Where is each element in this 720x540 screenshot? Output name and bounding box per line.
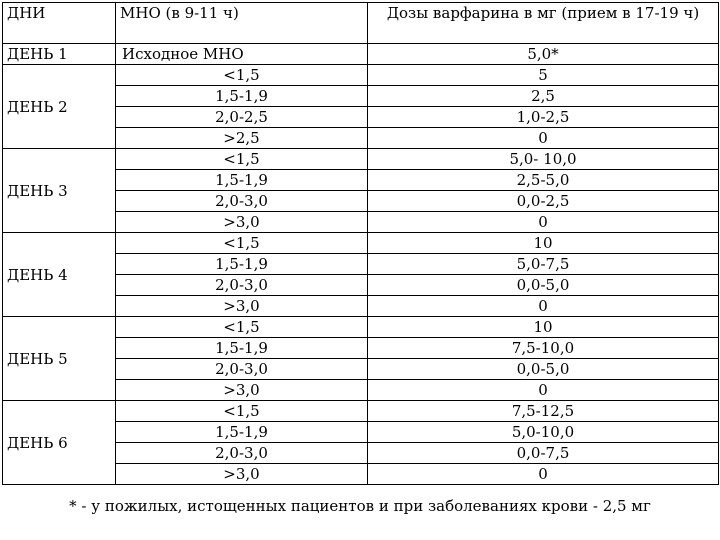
- dose-value: 10: [368, 233, 719, 254]
- inr-value: 2,0-3,0: [116, 275, 368, 296]
- day-label: ДЕНЬ 3: [3, 149, 116, 233]
- dose-value: 7,5-12,5: [368, 401, 719, 422]
- inr-value: 1,5-1,9: [116, 338, 368, 359]
- day-label: ДЕНЬ 4: [3, 233, 116, 317]
- inr-value: >3,0: [116, 296, 368, 317]
- table-row: [3, 233, 719, 254]
- inr-value: >3,0: [116, 464, 368, 485]
- dose-value: 7,5-10,0: [368, 338, 719, 359]
- dose-value: 0: [368, 464, 719, 485]
- dose-value: 0: [368, 128, 719, 149]
- footnote: * - у пожилых, истощенных пациентов и при заболеваниях крови - 2,5 мг: [69, 497, 651, 515]
- dose-value: 0,0-2,5: [368, 191, 719, 212]
- day-label: ДЕНЬ 6: [3, 401, 116, 485]
- dose-value: 5,0*: [368, 44, 719, 65]
- dose-value: 5,0-10,0: [368, 422, 719, 443]
- dose-value: 0: [368, 212, 719, 233]
- table-row: [3, 317, 719, 338]
- dose-value: 0,0-7,5: [368, 443, 719, 464]
- inr-value: 2,0-3,0: [116, 443, 368, 464]
- inr-value: <1,5: [116, 401, 368, 422]
- inr-value: >3,0: [116, 380, 368, 401]
- header-days: ДНИ: [3, 3, 116, 44]
- dose-value: 10: [368, 317, 719, 338]
- header-inr: МНО (в 9-11 ч): [116, 3, 368, 44]
- inr-value: <1,5: [116, 317, 368, 338]
- inr-value: >3,0: [116, 212, 368, 233]
- dose-value: 5,0- 10,0: [368, 149, 719, 170]
- dose-value: 0,0-5,0: [368, 359, 719, 380]
- table-body: [3, 44, 719, 485]
- table-header-row: [3, 3, 719, 44]
- inr-value: <1,5: [116, 65, 368, 86]
- inr-value: 1,5-1,9: [116, 254, 368, 275]
- inr-value: 1,5-1,9: [116, 86, 368, 107]
- header-dose: Дозы варфарина в мг (прием в 17-19 ч): [368, 3, 719, 44]
- table-row: [3, 401, 719, 422]
- table-row-day1: [3, 44, 719, 65]
- day-label: ДЕНЬ 2: [3, 65, 116, 149]
- dose-value: 5,0-7,5: [368, 254, 719, 275]
- inr-value: 2,0-3,0: [116, 359, 368, 380]
- warfarin-dosing-table: [2, 2, 719, 485]
- dose-value: 0: [368, 296, 719, 317]
- dose-value: 2,5: [368, 86, 719, 107]
- inr-value: 1,5-1,9: [116, 422, 368, 443]
- dose-value: 1,0-2,5: [368, 107, 719, 128]
- dose-value: 0,0-5,0: [368, 275, 719, 296]
- inr-value: Исходное МНО: [116, 44, 368, 65]
- inr-value: 2,0-2,5: [116, 107, 368, 128]
- dose-value: 5: [368, 65, 719, 86]
- dose-value: 2,5-5,0: [368, 170, 719, 191]
- day-label: ДЕНЬ 1: [3, 44, 116, 65]
- dose-value: 0: [368, 380, 719, 401]
- table-row: [3, 65, 719, 86]
- table-row: [3, 149, 719, 170]
- inr-value: <1,5: [116, 233, 368, 254]
- inr-value: 2,0-3,0: [116, 191, 368, 212]
- day-label: ДЕНЬ 5: [3, 317, 116, 401]
- inr-value: >2,5: [116, 128, 368, 149]
- inr-value: 1,5-1,9: [116, 170, 368, 191]
- inr-value: <1,5: [116, 149, 368, 170]
